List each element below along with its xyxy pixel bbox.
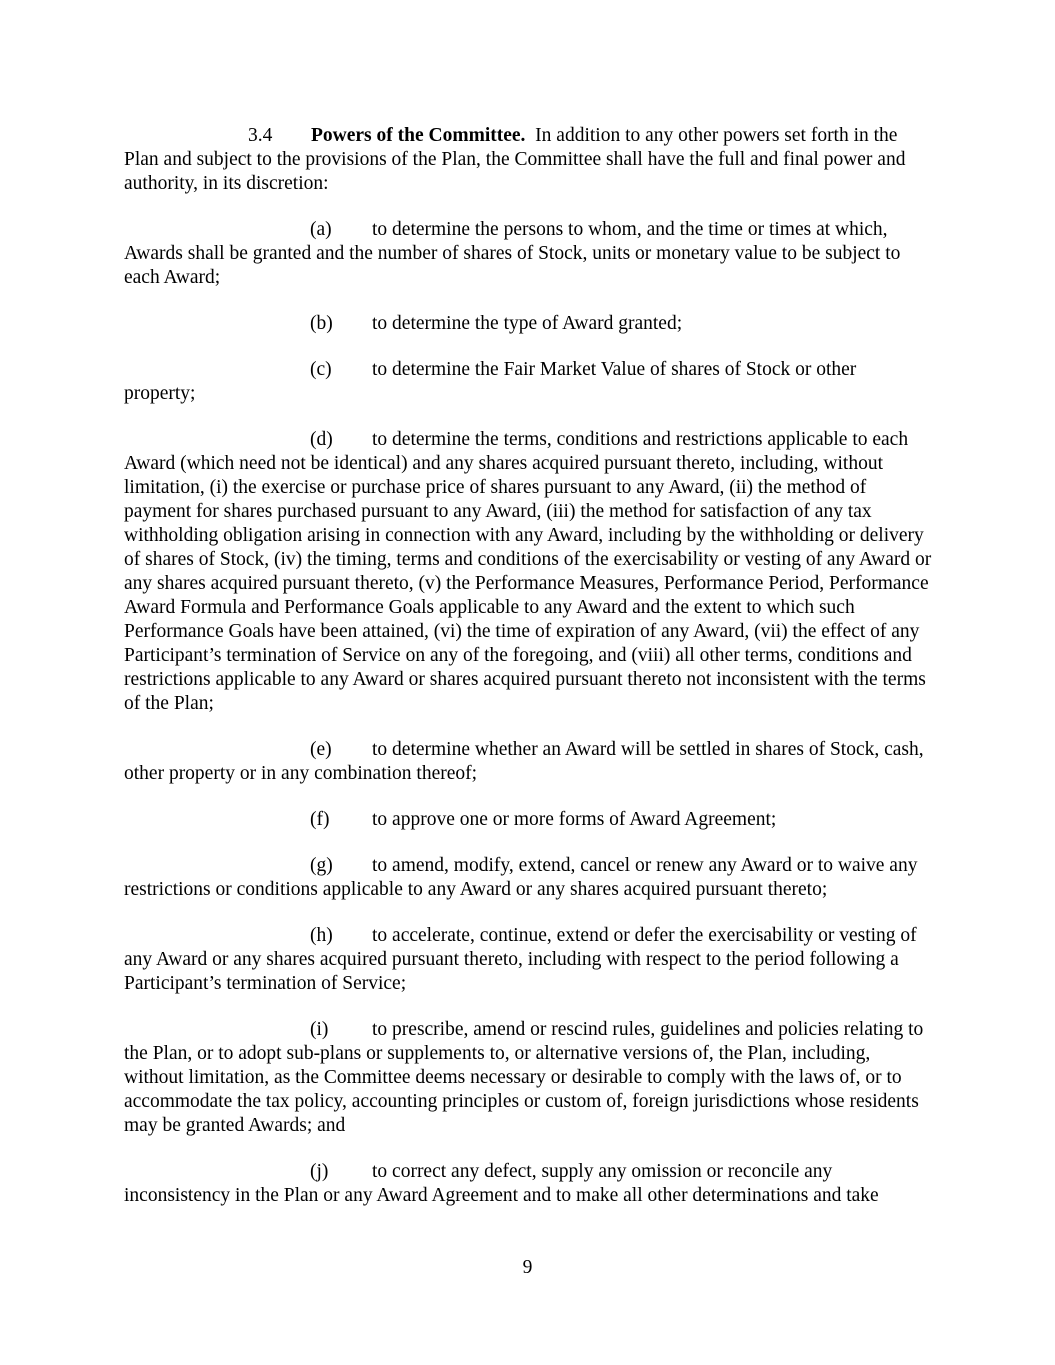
clause-text: to determine the Fair Market Value of shares of Stock or other [372, 359, 857, 380]
clause-text: to determine the persons to whom, and the time or times at which, Awards shall be granted and the number of shares of Stock, units or monetary value to be subject to each Award; [124, 219, 901, 288]
clause-d [124, 428, 932, 716]
clause-label: (g) [310, 855, 333, 876]
section-title: Powers of the Committee. [311, 125, 526, 146]
clause-text: to prescribe, amend or rescind rules, guidelines and policies relating to the Plan, or to adopt sub-plans or supplements to, or alternative versions of, the Plan, including, without limitation, as the Committee deems necessary or desirable to comply with the laws of, or to accommodate the tax policy, accounting principles or custom of, foreign jurisdictions whose residents may be granted Awards; and [124, 1019, 924, 1136]
clause-text: to determine whether an Award will be settled in shares of Stock, cash, other property or in any combination thereof; [124, 739, 924, 784]
clause-c [124, 358, 932, 406]
clause-label: (i) [310, 1019, 329, 1040]
clause-text: to determine the terms, conditions and restrictions applicable to each Award (which need not be identical) and any shares acquired pursuant thereto, including, without limitation, (i) the exercise or purchase price of shares pursuant to any Award, (ii) the method of payment for shares purchased pursuant to any Award, (iii) the method for satisfaction of any tax withholding obligation arising in connection with any Award, including by the withholding or delivery of shares of Stock, (iv) the timing, terms and conditions of the exercisability or vesting of any Award or any shares acquired pursuant thereto, (v) the Performance Measures, Performance Period, Performance Award Formula and Performance Goals applicable to any Award and the extent to which such Performance Goals have been attained, (vi) the time of expiration of any Award, (vii) the effect of any Participant’s termination of Service on any of the foregoing, and (viii) all other terms, conditions and restrictions applicable to any Award or shares acquired pursuant thereto not inconsistent with the terms of the Plan; [124, 429, 932, 714]
clause-text: to determine the type of Award granted; [372, 313, 683, 334]
clause-text: to accelerate, continue, extend or defer the exercisability or vesting of any Award or any shares acquired pursuant thereto, including with respect to the period following a Participant’s termination of Service; [124, 925, 917, 994]
clause-label: (h) [310, 925, 333, 946]
clause-j [124, 1160, 932, 1208]
section-3-4 [124, 124, 932, 196]
document-page [124, 124, 932, 1230]
clause-label: (b) [310, 313, 333, 334]
clause-label: (a) [310, 219, 332, 240]
clause-label: (f) [310, 809, 330, 830]
section-number: 3.4 [248, 125, 273, 146]
clause-label: (e) [310, 739, 332, 760]
section-intro: In addition to any other powers set forth in the Plan and subject to the provisions of the Plan, the Committee shall have the full and final power and authority, in its discretion: [124, 125, 906, 194]
clause-text: to amend, modify, extend, cancel or renew any Award or to waive any restrictions or conditions applicable to any Award or any shares acquired pursuant thereto; [124, 855, 918, 900]
clause-text-continued: property; [124, 383, 196, 404]
clause-text: to approve one or more forms of Award Agreement; [372, 809, 777, 830]
clause-label: (c) [310, 359, 332, 380]
clause-text: to correct any defect, supply any omission or reconcile any inconsistency in the Plan or any Award Agreement and to make all other determinations and take [124, 1161, 879, 1206]
clause-g [124, 854, 932, 902]
clause-b [124, 312, 932, 336]
clause-a [124, 218, 932, 290]
clause-e [124, 738, 932, 786]
clause-label: (j) [310, 1161, 329, 1182]
clause-label: (d) [310, 429, 333, 450]
page-number: 9 [522, 1257, 533, 1278]
clause-f [124, 808, 932, 832]
clause-i [124, 1018, 932, 1138]
clause-h [124, 924, 932, 996]
